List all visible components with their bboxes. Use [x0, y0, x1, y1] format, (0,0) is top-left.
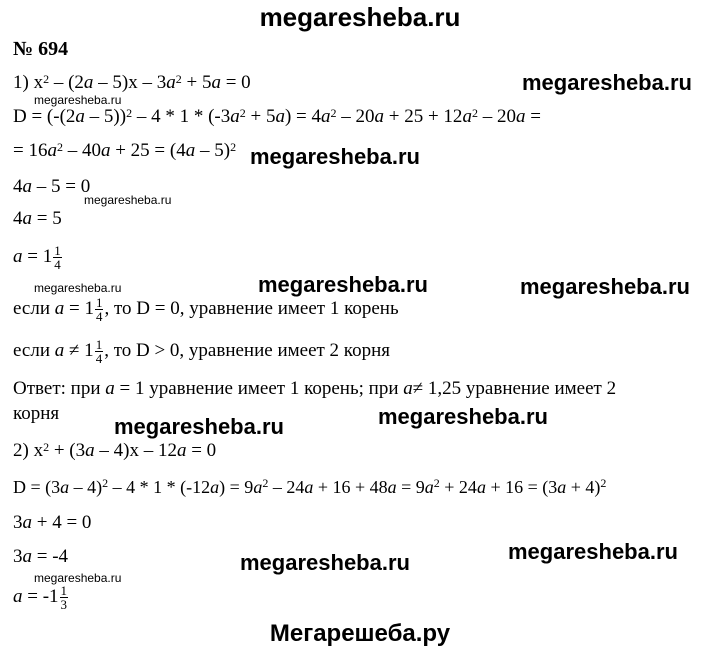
part1-answer: Ответ: при a = 1 уравнение имеет 1 корень; при a≠ 1,25 уравнение имеет 2 — [13, 378, 617, 399]
part2-step1: 3a + 4 = 0 — [13, 512, 92, 533]
fraction-one-quarter: $\frac{1}{4}$ — [54, 243, 61, 272]
watermark: megaresheba.ru — [522, 70, 692, 95]
part2-step3: a = -1 $\frac{1}{3}$ — [13, 583, 68, 612]
watermark-small: megaresheba.ru — [34, 571, 122, 585]
watermark: megaresheba.ru — [508, 539, 678, 564]
fraction-one-third: $\frac{1}{3}$ — [60, 583, 68, 612]
part1-step1: 4a – 5 = 0 — [13, 176, 91, 197]
part1-discriminant-line1: $D = (-(2a - 5))^2 - 4 * 1 * (-3a^2 + 5a) = 4a^2 - 20a + 25 + 12a^2 - 20a$ = — [13, 106, 541, 127]
watermark: megaresheba.ru — [378, 404, 548, 429]
footer-watermark: Мегарешеба.ру — [269, 620, 451, 647]
watermark: megaresheba.ru — [258, 272, 428, 297]
watermark: megaresheba.ru — [250, 144, 420, 169]
part1-equation: 1) $x^2 - (2a - 5)x - 3a^2 + 5a = 0$ — [13, 72, 251, 93]
part1-case2: если a ≠ 1 $\frac{1}{4}$ , то D > 0, уравнение имеет 2 корня — [13, 337, 390, 366]
part2-equation: 2) $x^2 + (3a - 4)x - 12a = 0$ — [13, 440, 217, 461]
part1-answer-continued: корня — [13, 403, 60, 424]
part2-discriminant: $D = (3a - 4)^2 - 4 * 1 * (-12a) = 9a^2 - 24a + 16 + 48a = 9a^2 + 24a + 16 = (3a + 4)^2$ — [13, 476, 607, 497]
watermark-small: megaresheba.ru — [34, 93, 122, 107]
watermark: megaresheba.ru — [114, 414, 284, 439]
part1-discriminant-line2: = $16a^2 - 40a + 25 = (4a - 5)^2$ — [13, 140, 237, 161]
fraction-one-quarter: $\frac{1}{4}$ — [95, 337, 103, 366]
header-watermark: megaresheba.ru — [259, 2, 461, 32]
part1-step2: 4a = 5 — [13, 208, 62, 229]
part1-step3: a = 1 $\frac{1}{4}$ — [13, 243, 61, 272]
watermark-small: megaresheba.ru — [84, 193, 172, 207]
part2-step2: 3a = -4 — [13, 546, 69, 567]
fraction-one-quarter: $\frac{1}{4}$ — [95, 295, 103, 324]
problem-number: № 694 — [13, 38, 69, 60]
watermark: megaresheba.ru — [520, 274, 690, 299]
watermark: megaresheba.ru — [240, 550, 410, 575]
part1-case1: если a = 1 $\frac{1}{4}$ , то D = 0, уравнение имеет 1 корень — [13, 295, 399, 324]
watermark-small: megaresheba.ru — [34, 281, 122, 295]
